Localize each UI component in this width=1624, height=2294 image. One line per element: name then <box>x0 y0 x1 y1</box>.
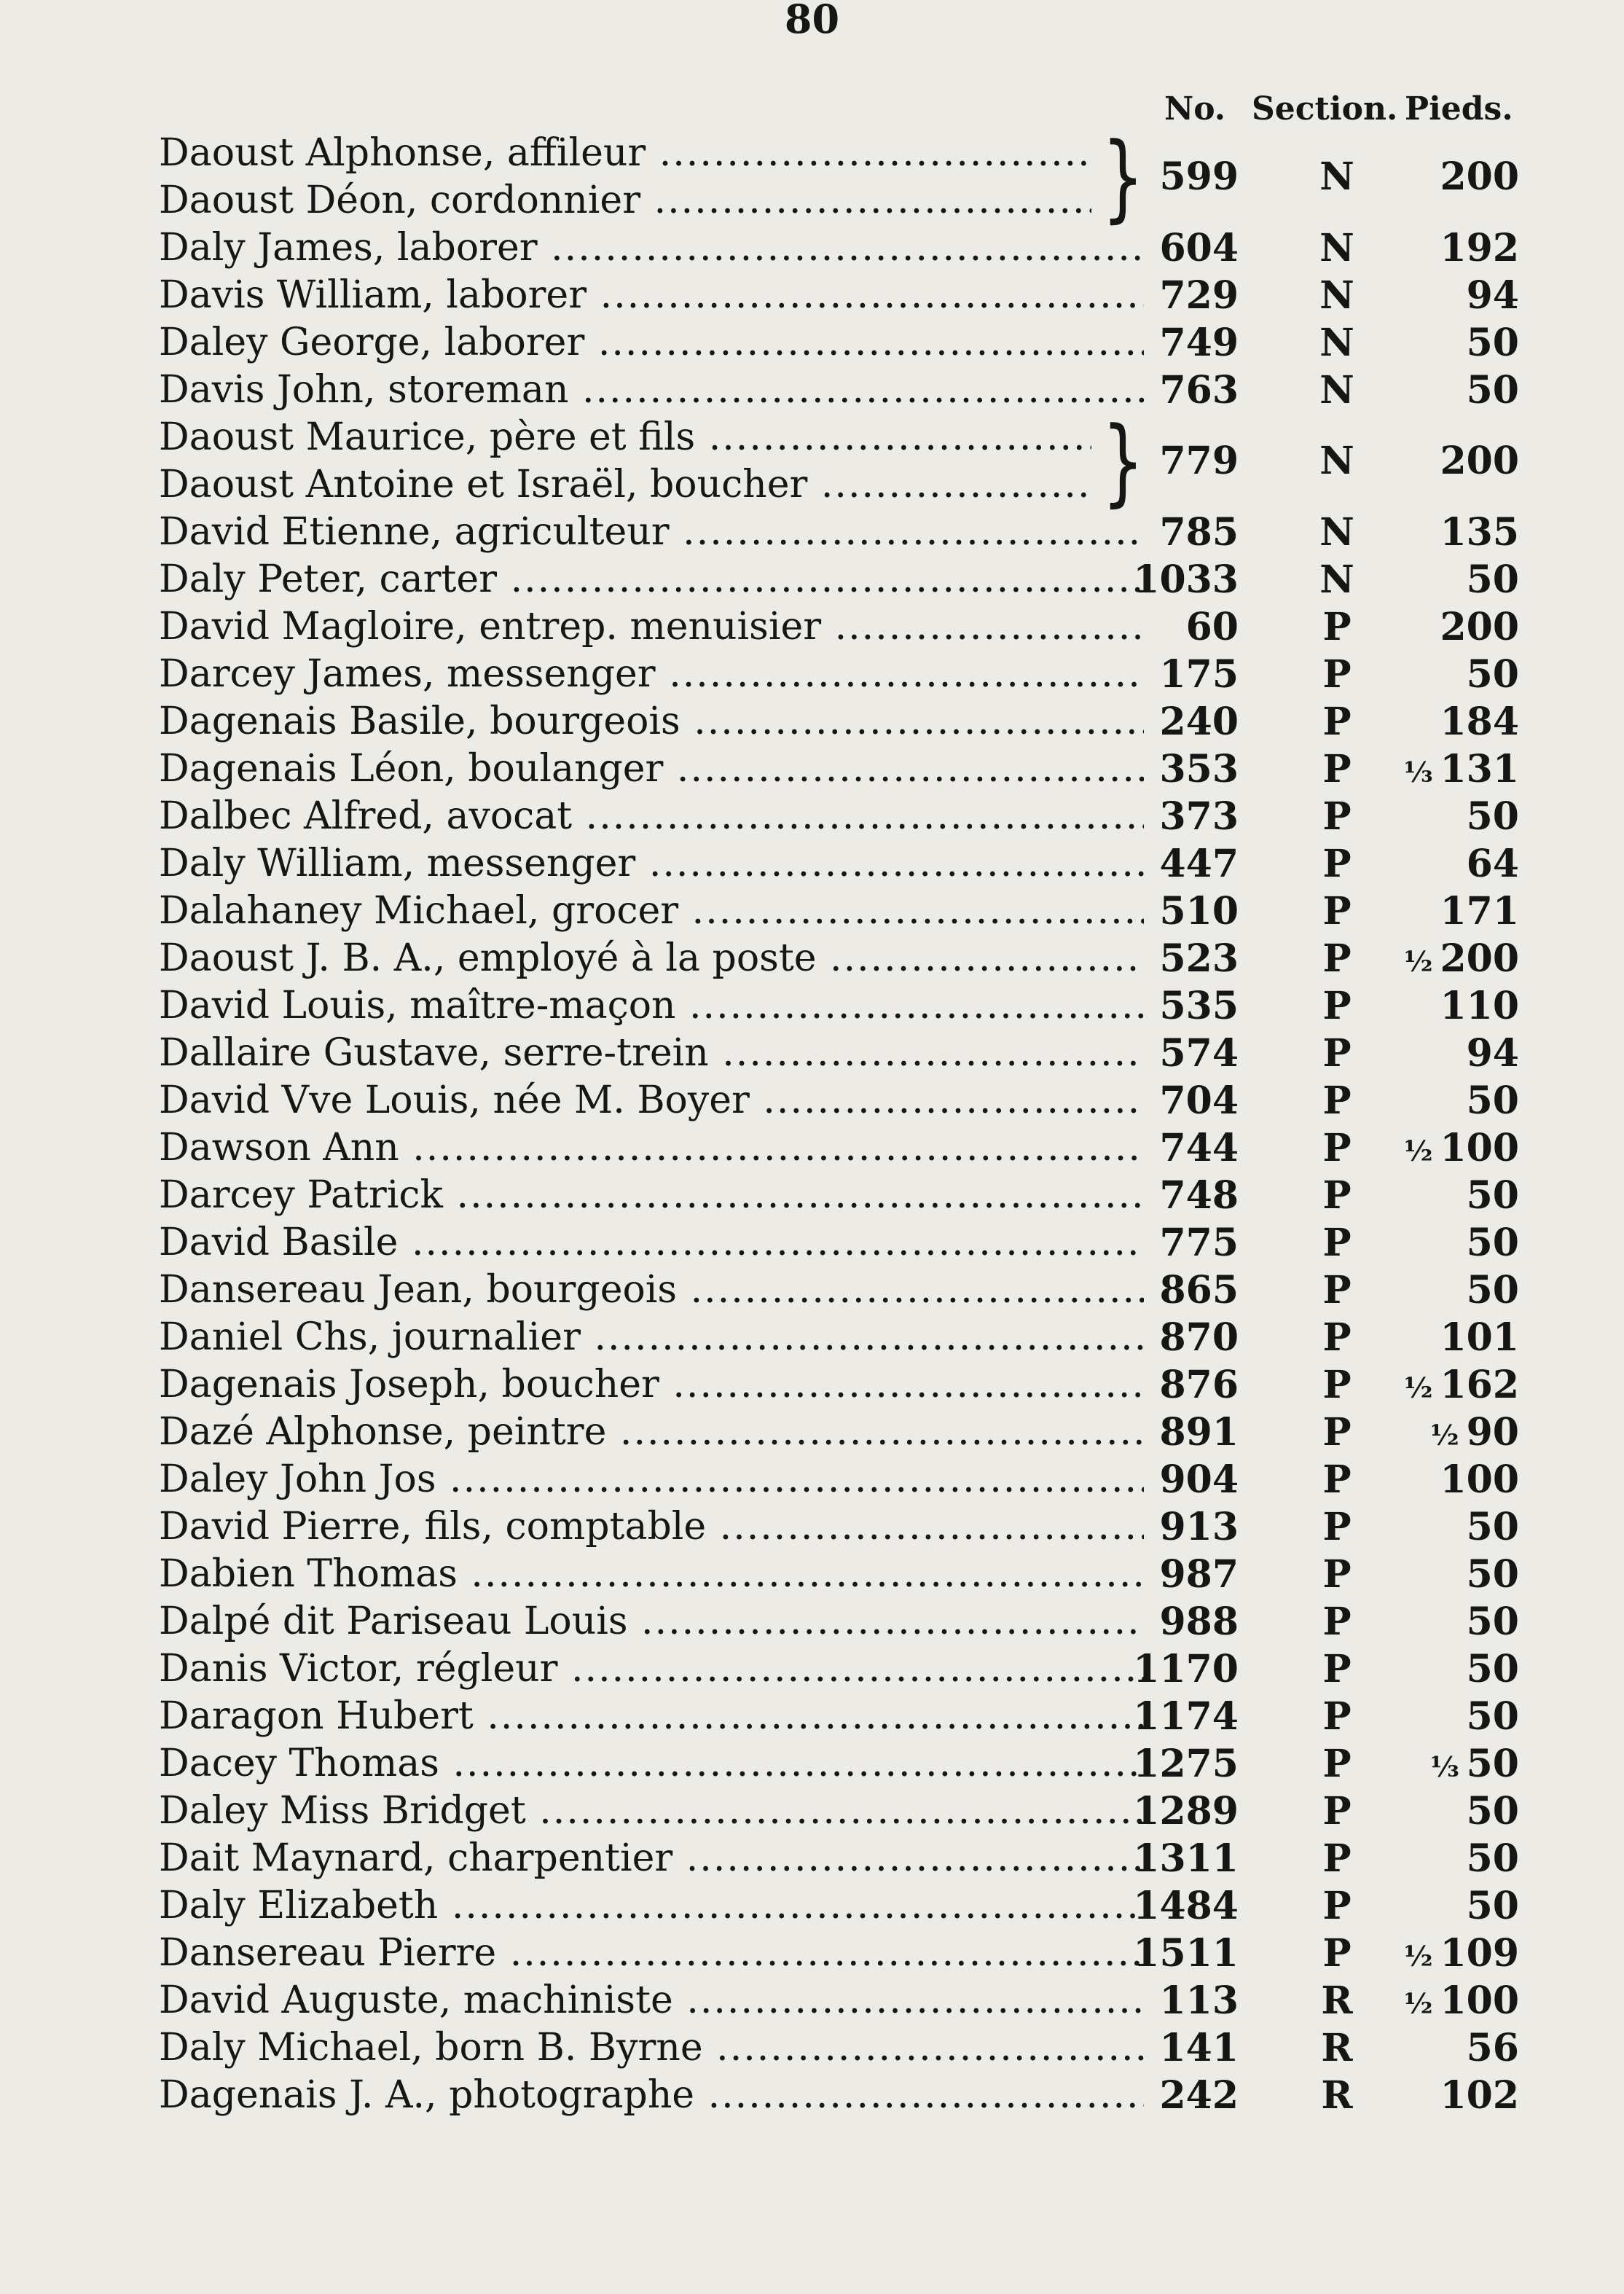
entry-name: Dagenais Léon, boulanger ..... <box>159 745 1144 793</box>
list-item <box>0 1456 1624 1503</box>
entry-number: 779 <box>1159 439 1239 483</box>
entry-number: 113 <box>1159 1978 1239 2023</box>
entry-pieds <box>1384 1693 1519 1743</box>
entry-name: Daley Miss Bridget ..... <box>159 1788 1144 1835</box>
entry-pieds <box>1384 651 1519 701</box>
entry-pieds <box>1384 603 1519 654</box>
list-item <box>0 556 1624 603</box>
entry-section: R <box>1321 2073 1353 2118</box>
entry-section: P <box>1322 1552 1352 1597</box>
entry-number: 1033 <box>1133 557 1239 602</box>
entry-section: P <box>1322 936 1352 981</box>
entry-number: 1511 <box>1133 1931 1239 1976</box>
entry-section: P <box>1322 1410 1352 1455</box>
list-item <box>0 367 1624 414</box>
entry-section: N <box>1319 154 1354 199</box>
list-item <box>0 888 1624 935</box>
entry-number: 748 <box>1159 1173 1239 1218</box>
entry-pieds <box>1384 224 1519 275</box>
list-item <box>0 1598 1624 1645</box>
entry-section: R <box>1321 1978 1353 2023</box>
entry-name: Dalahaney Michael, grocer ..... <box>159 888 1144 935</box>
entry-pieds <box>1384 272 1519 322</box>
entry-pieds <box>1384 153 1519 203</box>
entry-name: Daley John Jos ..... <box>159 1456 1144 1503</box>
entry-number: 704 <box>1159 1079 1239 1123</box>
entry-pieds <box>1384 437 1519 488</box>
entry-pieds-value: 50 <box>1466 1505 1519 1549</box>
entry-name: Daoust Antoine et Israël, boucher ..... <box>159 461 1091 509</box>
entry-pieds-value: 50 <box>1466 321 1519 365</box>
entry-name: Dallaire Gustave, serre-trein ..... <box>159 1030 1144 1077</box>
group-brace: } <box>1102 406 1145 517</box>
entry-pieds <box>1384 1503 1519 1554</box>
entry-pieds <box>1384 1456 1519 1506</box>
entry-section: P <box>1322 1126 1352 1170</box>
entry-pieds-value: 50 <box>1466 1884 1519 1928</box>
entry-section: P <box>1322 1173 1352 1218</box>
entry-pieds-value: 50 <box>1466 1173 1519 1218</box>
entry-pieds-value: 101 <box>1440 1315 1519 1360</box>
entry-number: 599 <box>1159 154 1239 199</box>
entry-name: David Etienne, agriculteur ..... <box>159 509 1144 556</box>
entry-name: David Pierre, fils, comptable ..... <box>159 1503 1144 1551</box>
list-item <box>0 1314 1624 1361</box>
entry-number: 1275 <box>1133 1742 1239 1786</box>
entry-fraction: ½ <box>1403 1371 1433 1404</box>
entry-pieds <box>1384 556 1519 606</box>
entry-fraction: ½ <box>1403 1940 1433 1973</box>
entry-number: 1170 <box>1133 1647 1239 1691</box>
entry-section: N <box>1319 321 1354 365</box>
entry-pieds <box>1384 367 1519 417</box>
entry-name: Dabien Thomas ..... <box>159 1551 1144 1598</box>
entry-pieds-value: 94 <box>1466 1031 1519 1076</box>
entry-pieds-value: 184 <box>1440 700 1519 744</box>
entry-number: 775 <box>1159 1221 1239 1265</box>
entry-name: David Louis, maître-maçon ..... <box>159 982 1144 1030</box>
entry-number: 523 <box>1159 936 1239 981</box>
entry-name: Dait Maynard, charpentier ..... <box>159 1835 1144 1882</box>
entry-pieds-value: 50 <box>1466 1552 1519 1597</box>
entry-section: P <box>1322 747 1352 791</box>
entry-number: 763 <box>1159 368 1239 412</box>
entry-name: Dacey Thomas ..... <box>159 1740 1144 1788</box>
entry-pieds-value: 56 <box>1466 2026 1519 2070</box>
list-item <box>0 1740 1624 1788</box>
entry-pieds <box>1384 1598 1519 1648</box>
entry-name: Dansereau Pierre ..... <box>159 1930 1144 1977</box>
entry-pieds <box>1384 1977 1519 2027</box>
entry-pieds-value: 100 <box>1440 1978 1519 2023</box>
header-section: Section. <box>1252 90 1398 128</box>
entry-pieds <box>1384 1219 1519 1269</box>
entry-pieds-value: 162 <box>1440 1363 1519 1407</box>
entry-fraction: ⅓ <box>1430 1750 1459 1783</box>
entry-pieds-value: 50 <box>1466 1268 1519 1312</box>
entry-name: Danis Victor, régleur ..... <box>159 1645 1144 1693</box>
entry-pieds <box>1384 1645 1519 1696</box>
entry-section: N <box>1319 439 1354 483</box>
entry-number: 510 <box>1159 889 1239 933</box>
entry-section: N <box>1319 273 1354 318</box>
entry-number: 913 <box>1159 1505 1239 1549</box>
entry-pieds <box>1384 1124 1519 1175</box>
entry-section: P <box>1322 1079 1352 1123</box>
entry-section: N <box>1319 368 1354 412</box>
list-item <box>0 1409 1624 1456</box>
entry-name: Dansereau Jean, bourgeois ..... <box>159 1267 1144 1314</box>
entry-name: Daragon Hubert ..... <box>159 1693 1144 1740</box>
entry-name: Daly Elizabeth ..... <box>159 1882 1144 1930</box>
entry-section: P <box>1322 1505 1352 1549</box>
entry-section: P <box>1322 984 1352 1028</box>
entry-name: David Auguste, machiniste ..... <box>159 1977 1144 2024</box>
list-item <box>0 509 1624 556</box>
entry-name: Daley George, laborer ..... <box>159 319 1144 367</box>
list-item <box>0 1077 1624 1124</box>
entry-pieds-value: 200 <box>1440 439 1519 483</box>
entry-pieds <box>1384 509 1519 559</box>
entry-name: Daly William, messenger ..... <box>159 840 1144 888</box>
entry-pieds <box>1384 1409 1519 1459</box>
entry-number: 904 <box>1159 1457 1239 1502</box>
entry-pieds-value: 50 <box>1466 1600 1519 1644</box>
entry-name: Daoust J. B. A., employé à la poste ..... <box>159 935 1144 982</box>
entry-fraction: ½ <box>1403 945 1433 978</box>
list-item <box>0 122 1624 232</box>
list-item <box>0 1267 1624 1314</box>
entry-number: 353 <box>1159 747 1239 791</box>
group-brace: } <box>1102 122 1145 232</box>
page-number: 80 <box>784 0 840 42</box>
entry-pieds-value: 200 <box>1440 154 1519 199</box>
header-pieds: Pieds. <box>1405 90 1513 128</box>
entry-pieds-value: 131 <box>1440 747 1519 791</box>
entry-section: P <box>1322 1363 1352 1407</box>
entry-section: P <box>1322 1031 1352 1076</box>
entry-number: 785 <box>1159 510 1239 555</box>
entry-number: 141 <box>1159 2026 1239 2070</box>
entry-section: P <box>1322 605 1352 649</box>
list-item <box>0 1219 1624 1267</box>
entry-pieds-value: 50 <box>1466 1647 1519 1691</box>
entry-pieds <box>1384 698 1519 748</box>
entry-section: R <box>1321 2026 1353 2070</box>
entry-pieds-value: 50 <box>1466 368 1519 412</box>
entry-number: 744 <box>1159 1126 1239 1170</box>
entry-pieds <box>1384 1314 1519 1364</box>
entry-pieds <box>1384 1077 1519 1127</box>
entry-name: Daniel Chs, journalier ..... <box>159 1314 1144 1361</box>
header-no: No. <box>1164 90 1226 128</box>
entry-pieds <box>1384 935 1519 985</box>
entry-section: P <box>1322 842 1352 886</box>
list-item <box>0 2072 1624 2119</box>
entry-pieds-value: 200 <box>1440 936 1519 981</box>
entry-name: Darcey James, messenger ..... <box>159 651 1144 698</box>
list-item <box>0 982 1624 1030</box>
entry-section: N <box>1319 226 1354 270</box>
entry-pieds-value: 50 <box>1466 1836 1519 1881</box>
entry-pieds <box>1384 1930 1519 1980</box>
entry-section: P <box>1322 1742 1352 1786</box>
entry-name: David Magloire, entrep. menuisier ..... <box>159 603 1144 651</box>
entry-name: Dawson Ann ..... <box>159 1124 1144 1172</box>
entry-number: 447 <box>1159 842 1239 886</box>
entry-section: N <box>1319 557 1354 602</box>
directory-list <box>0 122 1624 2119</box>
list-item <box>0 1172 1624 1219</box>
entry-pieds-value: 102 <box>1440 2073 1519 2118</box>
entry-fraction: ⅓ <box>1404 756 1433 788</box>
entry-pieds <box>1384 1030 1519 1080</box>
entry-section: P <box>1322 1315 1352 1360</box>
entry-number: 1289 <box>1133 1789 1239 1833</box>
list-item <box>0 224 1624 272</box>
entry-name: Daoust Maurice, père et fils ..... <box>159 414 1091 461</box>
entry-name: Dagenais Basile, bourgeois ..... <box>159 698 1144 745</box>
entry-number: 987 <box>1159 1552 1239 1597</box>
entry-section: P <box>1322 700 1352 744</box>
entry-number: 60 <box>1185 605 1239 649</box>
entry-section: P <box>1322 652 1352 697</box>
entry-number: 876 <box>1159 1363 1239 1407</box>
entry-name: Daoust Déon, cordonnier ..... <box>159 177 1091 224</box>
entry-pieds-value: 50 <box>1466 794 1519 839</box>
list-item <box>0 1882 1624 1930</box>
entry-pieds-value: 64 <box>1466 842 1519 886</box>
entry-number: 1484 <box>1133 1884 1239 1928</box>
entry-pieds-value: 135 <box>1440 510 1519 555</box>
entry-pieds-value: 171 <box>1440 889 1519 933</box>
entry-name: Daly Michael, born B. Byrne ..... <box>159 2024 1144 2072</box>
entry-section: N <box>1319 510 1354 555</box>
entry-number: 749 <box>1159 321 1239 365</box>
entry-number: 574 <box>1159 1031 1239 1076</box>
entry-pieds <box>1384 793 1519 843</box>
entry-number: 535 <box>1159 984 1239 1028</box>
entry-section: P <box>1322 889 1352 933</box>
entry-pieds-value: 90 <box>1466 1410 1519 1455</box>
entry-number: 729 <box>1159 273 1239 318</box>
list-item <box>0 2024 1624 2072</box>
list-item <box>0 1835 1624 1882</box>
list-item <box>0 840 1624 888</box>
entry-name: Dagenais J. A., photographe ..... <box>159 2072 1144 2119</box>
list-item <box>0 1030 1624 1077</box>
list-item <box>0 745 1624 793</box>
entry-pieds <box>1384 888 1519 938</box>
entry-pieds <box>1384 982 1519 1033</box>
list-item <box>0 1645 1624 1693</box>
entry-section: P <box>1322 1647 1352 1691</box>
entry-number: 1174 <box>1133 1694 1239 1739</box>
entry-name: Davis William, laborer ..... <box>159 272 1144 319</box>
entry-pieds-value: 100 <box>1440 1457 1519 1502</box>
list-item <box>0 603 1624 651</box>
list-item <box>0 406 1624 517</box>
entry-pieds-value: 50 <box>1466 652 1519 697</box>
entry-number: 242 <box>1159 2073 1239 2118</box>
entry-number: 988 <box>1159 1600 1239 1644</box>
entry-name: Daly James, laborer ..... <box>159 224 1144 272</box>
entry-number: 870 <box>1159 1315 1239 1360</box>
entry-name: Davis John, storeman ..... <box>159 367 1144 414</box>
list-item <box>0 272 1624 319</box>
entry-pieds <box>1384 1172 1519 1222</box>
entry-pieds <box>1384 2024 1519 2075</box>
entry-name: Darcey Patrick ..... <box>159 1172 1144 1219</box>
entry-pieds-value: 192 <box>1440 226 1519 270</box>
entry-pieds-value: 110 <box>1440 984 1519 1028</box>
entry-name: Daoust Alphonse, affileur ..... <box>159 130 1091 177</box>
entry-pieds-value: 50 <box>1466 1789 1519 1833</box>
list-item <box>0 698 1624 745</box>
entry-pieds-value: 50 <box>1466 1079 1519 1123</box>
entry-name: David Vve Louis, née M. Boyer ..... <box>159 1077 1144 1124</box>
list-item <box>0 1977 1624 2024</box>
list-item <box>0 1124 1624 1172</box>
list-item <box>0 935 1624 982</box>
entry-fraction: ½ <box>1403 1987 1433 2020</box>
entry-number: 175 <box>1159 652 1239 697</box>
entry-section: P <box>1322 1789 1352 1833</box>
entry-section: P <box>1322 794 1352 839</box>
entry-fraction: ½ <box>1403 1135 1433 1167</box>
list-item <box>0 1930 1624 1977</box>
entry-section: P <box>1322 1268 1352 1312</box>
entry-number: 240 <box>1159 700 1239 744</box>
entry-section: P <box>1322 1600 1352 1644</box>
list-item <box>0 1693 1624 1740</box>
entry-number: 865 <box>1159 1268 1239 1312</box>
entry-section: P <box>1322 1884 1352 1928</box>
entry-number: 373 <box>1159 794 1239 839</box>
entry-pieds <box>1384 319 1519 369</box>
entry-pieds-value: 200 <box>1440 605 1519 649</box>
list-item <box>0 1551 1624 1598</box>
entry-pieds <box>1384 840 1519 890</box>
entry-pieds <box>1384 1835 1519 1885</box>
entry-section: P <box>1322 1931 1352 1976</box>
entry-name: Dagenais Joseph, boucher ..... <box>159 1361 1144 1409</box>
entry-pieds <box>1384 1788 1519 1838</box>
entry-fraction: ½ <box>1429 1419 1459 1452</box>
entry-pieds-value: 109 <box>1440 1931 1519 1976</box>
entry-pieds <box>1384 1882 1519 1933</box>
entry-pieds-value: 50 <box>1466 1742 1519 1786</box>
entry-section: P <box>1322 1457 1352 1502</box>
entry-section: P <box>1322 1694 1352 1739</box>
entry-section: P <box>1322 1221 1352 1265</box>
entry-number: 891 <box>1159 1410 1239 1455</box>
list-item <box>0 319 1624 367</box>
list-item <box>0 1788 1624 1835</box>
entry-name: Daly Peter, carter ..... <box>159 556 1144 603</box>
entry-pieds <box>1384 2072 1519 2122</box>
list-item <box>0 1361 1624 1409</box>
entry-number: 1311 <box>1133 1836 1239 1881</box>
entry-pieds-value: 50 <box>1466 1694 1519 1739</box>
list-item <box>0 1503 1624 1551</box>
entry-number: 604 <box>1159 226 1239 270</box>
entry-name: David Basile ..... <box>159 1219 1144 1267</box>
entry-pieds <box>1384 1267 1519 1317</box>
entry-name: Dalbec Alfred, avocat ..... <box>159 793 1144 840</box>
entry-pieds-value: 50 <box>1466 1221 1519 1265</box>
entry-pieds <box>1384 1361 1519 1412</box>
entry-pieds-value: 94 <box>1466 273 1519 318</box>
entry-section: P <box>1322 1836 1352 1881</box>
entry-pieds-value: 50 <box>1466 557 1519 602</box>
list-item <box>0 651 1624 698</box>
entry-name: Dalpé dit Pariseau Louis ..... <box>159 1598 1144 1645</box>
entry-pieds <box>1384 745 1519 796</box>
entry-pieds-value: 100 <box>1440 1126 1519 1170</box>
entry-pieds <box>1384 1740 1519 1790</box>
entry-name: Dazé Alphonse, peintre ..... <box>159 1409 1144 1456</box>
list-item <box>0 793 1624 840</box>
entry-pieds <box>1384 1551 1519 1601</box>
